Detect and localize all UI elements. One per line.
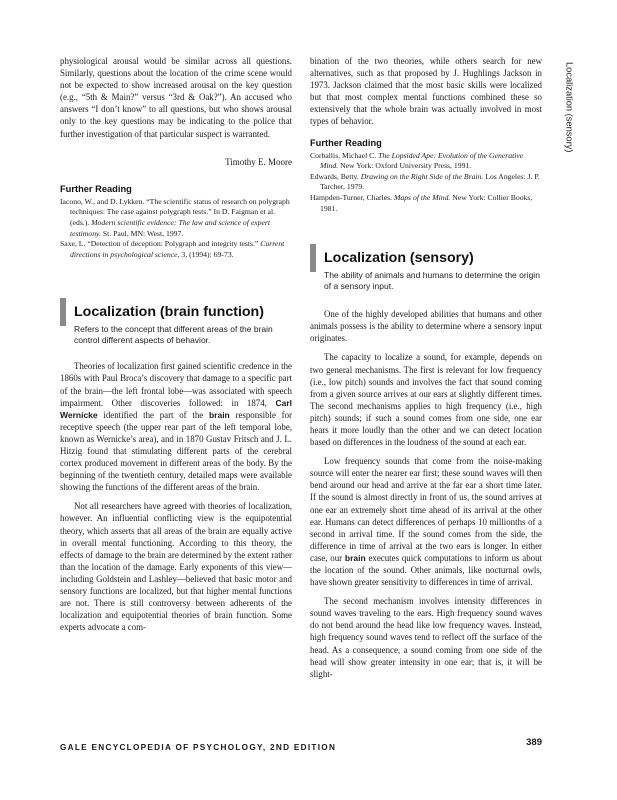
body-paragraph: The second mechanism involves intensity differences in sound waves traveling to the ears. High frequency sound waves do not bend around the head like low frequency waves. Instead, high frequency sound waves tend to reflect off the surface of the head. As a consequence, a sound coming from one side of the head will show greater intensity in one ear; that is, it will be slight-: [310, 596, 542, 679]
publication-title: GALE ENCYCLOPEDIA OF PSYCHOLOGY, 2ND EDITION: [60, 743, 337, 752]
page-number: 389: [526, 737, 542, 748]
heading-bar: [310, 244, 316, 272]
cross-reference-link[interactable]: Carl Wernicke: [60, 397, 292, 420]
body-paragraph: Not all researchers have agreed with theories of localization, however. An influential conflicting view is the equipotential theory, which asserts that all areas of the brain are equally active in overall mental functioning. According to this theory, the effects of damage to the brain are determined by the extent rather than the location of the damage. Early exponents of this view—including Goldstein and Lashley—believed that basic motor and sensory functions are localized, but that higher mental functions are not. There is still controversy between adherents of the localization and equipotential theories of brain function. Some experts advocate a com-: [60, 501, 292, 633]
entry-title: Localization (brain function): [74, 304, 264, 321]
body-paragraph: Theories of localization first gained scientific credence in the 1860s with Paul Broca’s discovery that damage to a specific part of the brain—the left frontal lobe—was associated with speech impairment. Other discoveries followed: in 1874, Carl Wernicke identified the part of the brain responsible for receptive speech (the upper rear part of the left temporal lobe, known as Wernicke’s area), and in 1870 Gustav Fritsch and J. L. Hitzig found that stimulating different parts of the cerebral cortex produced movement in different areas of the body. By the beginning of the twentieth century, detailed maps were available showing the functions of the different areas of the brain.: [60, 361, 292, 493]
reference-item: Iacono, W., and D. Lykken. “The scientific status of research on polygraph techniques: The case against polygraph tests.” In D. Faigman et al. (eds.). Modern scientific evidence: The law and science of expert testimony. St. Paul, MN: West, 1997.: [60, 196, 290, 238]
author-signature: Timothy E. Moore: [225, 156, 292, 167]
further-reading-heading: Further Reading: [60, 183, 132, 194]
body-paragraph: bination of the two theories, while others search for new alternatives, such as that proposed by J. Hughlings Jackson in 1973. Jackson claimed that the most basic skills were localized but that most complex mental functions combined these so extensively that the whole brain was actually involved in most types of behavior.: [310, 56, 542, 127]
body-paragraph: The capacity to localize a sound, for example, depends on two general mechanisms. The first is relevant for low frequency (i.e., low pitch) sounds and involves the fact that sound coming from a given source arrives at our ears at slightly different times. The second mechanisms applies to high frequency (i.e., high pitch) sounds; if such a sound comes from one side, one ear hears it more loudly than the other and we can detect location based on differences in the loudness of the sound at each ear.: [310, 352, 542, 448]
entry-definition: The ability of animals and humans to determine the origin of a sensory input.: [324, 270, 540, 292]
cross-reference-link[interactable]: brain: [208, 409, 230, 420]
entry-heading-block: [60, 298, 292, 346]
left-column: [60, 55, 292, 633]
body-paragraph: One of the highly developed abilities that humans and other animals possess is the ability to determine where a sensory input originates.: [310, 309, 542, 344]
page-footer: [60, 737, 542, 755]
further-reading-heading: Further Reading: [310, 137, 382, 148]
body-paragraph: Low frequency sounds that come from the noise-making source will enter the nearer ear first; these sound waves will then bend around our head and arrive at the far ear a short time later. If the sound is almost directly in front of us, the sound arrives at one ear an extremely short time ahead of its arrival at the other ear. Humans can detect differences of perhaps 10 millionths of a second in arrival time. If the sound comes from the side, the difference in time of arrival at the two ears is longer. In either case, our brain executes quick computations to inform us about the location of the sound. Other animals, like nocturnal owls, have shown greater sensitivity to differences in time of arrival.: [310, 456, 542, 588]
entry-title: Localization (sensory): [324, 250, 474, 267]
entry-heading-block: [310, 244, 542, 292]
reference-item: Hampden-Turner, Charles. Maps of the Mind. New York: Collier Books, 1981.: [310, 192, 533, 213]
further-reading-section: [310, 138, 542, 215]
right-column: [310, 55, 542, 680]
reference-item: Edwards, Betty. Drawing on the Right Side of the Brain. Los Angeles: J. P. Tarcher, 1979.: [310, 171, 540, 192]
entry-definition: Refers to the concept that different areas of the brain control different aspects of behavior.: [74, 324, 273, 346]
further-reading-section: [60, 184, 292, 261]
body-paragraph: physiological arousal would be similar across all questions. Similarly, questions about the location of the crime scene would not be expected to show increased arousal on the key question (e.g., “5th & Main?” versus “3rd & Oak?”). An accused who answers “I don’t know” to all questions, but who shows arousal only to the key questions may be indicating to the police that further investigation of that particular suspect is warranted.: [60, 56, 292, 139]
cross-reference-link[interactable]: brain: [344, 552, 366, 563]
reference-item: Saxe, L. “Detection of deception: Polygraph and integrity tests.” Current directions in psychological science, 3, (1994): 69-73.: [60, 239, 285, 259]
heading-bar: [60, 298, 66, 326]
reference-item: Corballis, Michael C. The Lopsided Ape: Evolution of the Generative Mind. New York: Oxford University Press, 1991.: [310, 150, 524, 171]
running-head: Localization (sensory): [564, 62, 574, 153]
